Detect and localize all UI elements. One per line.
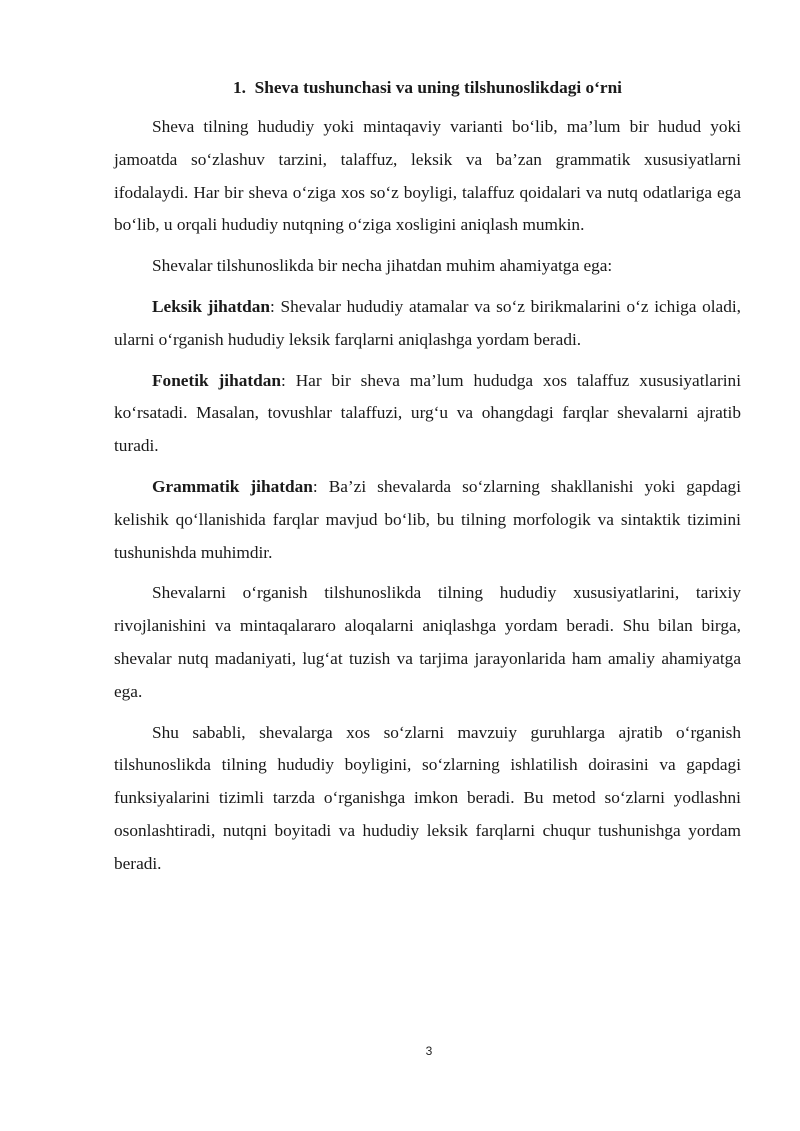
paragraph-text: Shevalar tilshunoslikda bir necha jihatdan muhim ahamiyatga ega: [152,256,613,276]
section-title: Sheva tushunchasi va uning tilshunoslikdagi o‘rni [254,78,622,97]
paragraph-importance [114,577,741,708]
page-number: 3 [425,1044,433,1058]
paragraph-phonetic [114,365,741,463]
paragraph-text: : Shevalar hududiy atamalar va so‘z birikmalarini o‘z ichiga oladi, ularni o‘rganish hududiy leksik farqlarni aniqlashga yordam beradi. [114,296,741,349]
paragraph-text: Shu sababli, shevalarga xos so‘zlarni mavzuiy guruhlarga ajratib o‘rganish tilshunoslikda tilning hududiy boyligini, so‘zlarning ishlatilish doirasini va gapdagi funksiyalarini tizimli tarzda o‘rganishga imkon beradi. Bu metod so‘zlarni yodlashni osonlashtiradi, nutqni boyitadi va hududiy leksik farqlarni chuqur tushunishga yordam beradi. [114,722,741,873]
paragraph-text: : Ba’zi shevalarda so‘zlarning shakllanishi yoki gapdagi kelishik qo‘llanishida farqlar mavjud bo‘lib, bu tilning morfologik va sintaktik tizimini tushunishda muhimdir. [114,476,741,562]
paragraph-text: Sheva tilning hududiy yoki mintaqaviy varianti bo‘lib, ma’lum bir hudud yoki jamoatda so‘zlashuv tarzini, talaffuz, leksik va ba’zan grammatik xususiyatlarni ifodalaydi. Har bir sheva o‘ziga xos so‘z boyligi, talaffuz qoidalari va nutq odatlariga ega bo‘lib, u orqali hududiy nutqning o‘ziga xosligini aniqlash mumkin. [114,117,741,235]
paragraph-definition [114,111,741,242]
document-page [114,74,741,889]
paragraph-conclusion [114,717,741,881]
paragraph-intro [114,250,741,283]
paragraph-lead: Grammatik jihatdan [152,476,313,496]
paragraph-lexical [114,291,741,357]
paragraph-text: : Har bir sheva ma’lum hududga xos talaffuz xususiyatlarini ko‘rsatadi. Masalan, tovushlar talaffuzi, urg‘u va ohangdagi farqlar shevalarni ajratib turadi. [114,370,741,456]
section-heading [114,74,741,102]
paragraph-lead: Fonetik jihatdan [152,370,281,390]
paragraph-lead: Leksik jihatdan [152,296,271,316]
paragraph-grammatical [114,471,741,569]
paragraph-text: Shevalarni o‘rganish tilshunoslikda tilning hududiy xususiyatlarini, tarixiy rivojlanishini va mintaqalararo aloqalarni aniqlashga yordam beradi. Shu bilan birga, shevalar nutq madaniyati, lug‘at tuzish va tarjima jarayonlarida ham amaliy ahamiyatga ega. [114,583,741,701]
section-number: 1. [233,78,246,97]
